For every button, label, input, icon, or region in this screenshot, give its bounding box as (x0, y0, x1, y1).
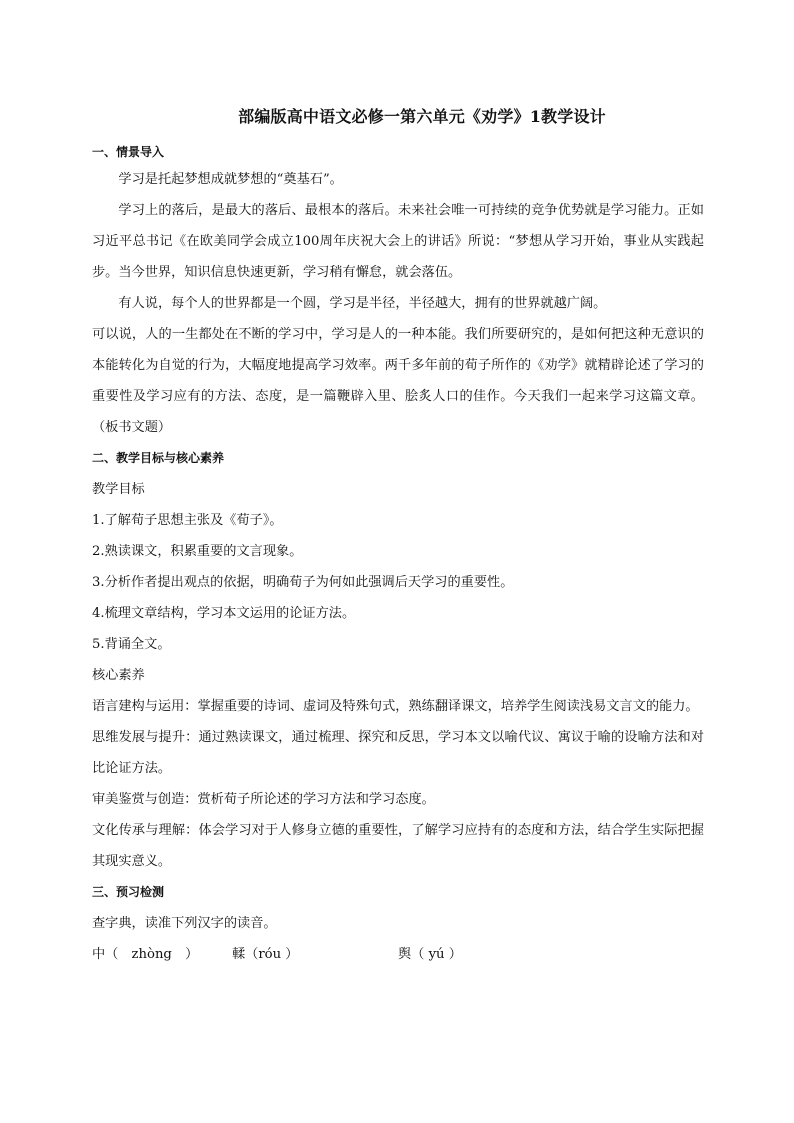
core-item: 思维发展与提升：通过熟读课文，通过梳理、探究和反思，学习本文以喻代议、寓议于喻的设喻方法和对比论证方法。 (92, 730, 704, 776)
goal-item: 4.梳理文章结构，学习本文运用的论证方法。 (92, 606, 356, 621)
core-item: 审美鉴赏与创造：赏析荀子所论述的学习方法和学习态度。 (92, 792, 435, 807)
goal-item: 3.分析作者提出观点的依据，明确荀子为何如此强调后天学习的重要性。 (92, 575, 514, 590)
section-heading-3: 三、预习检测 (92, 885, 165, 899)
pinyin-item: 中（ zhòng ） (92, 947, 199, 962)
instruction: 查字典，读准下列汉字的读音。 (92, 916, 277, 931)
pinyin-item: 舆（ yú ） (398, 947, 462, 962)
pinyin-row (92, 939, 704, 970)
section-heading-2: 二、教学目标与核心素养 (92, 451, 225, 465)
paragraph: 有人说，每个人的世界都是一个圆，学习是半径，半径越大，拥有的世界就越广阔。 (118, 296, 607, 311)
core-label: 核心素养 (92, 668, 145, 683)
document-body (92, 140, 704, 970)
section-heading-1: 一、情景导入 (92, 145, 165, 159)
paragraph: 学习上的落后，是最大的落后、最根本的落后。未来社会唯一可持续的竞争优势就是学习能力。正如习近平总书记《在欧美同学会成立100周年庆祝大会上的讲话》所说：“梦想从学习开始，事业从实践起步。当今世界，知识信息快速更新，学习稍有懈怠，就会落伍。 (92, 203, 704, 280)
paragraph: 学习是托起梦想成就梦想的“奠基石”。 (118, 172, 343, 187)
paragraph: 可以说，人的一生都处在不断的学习中，学习是人的一种本能。我们所要研究的，是如何把这种无意识的本能转化为自觉的行为，大幅度地提高学习效率。两千多年前的荀子所作的《劝学》就精辟论述了学习的重要性及学习应有的方法、态度，是一篇鞭辟入里、脍炙人口的佳作。今天我们一起来学习这篇文章。（板书文题） (92, 327, 704, 435)
goal-item: 5.背诵全文。 (92, 637, 171, 652)
core-item: 文化传承与理解：体会学习对于人修身立德的重要性，了解学习应持有的态度和方法，结合学生实际把握其现实意义。 (92, 823, 704, 869)
document-title: 部编版高中语文必修一第六单元《劝学》1教学设计 (238, 107, 606, 126)
pinyin-item: 輮（róu ） (232, 947, 299, 962)
goals-label: 教学目标 (92, 482, 145, 497)
core-item: 语言建构与运用：掌握重要的诗词、虚词及特殊句式，熟练翻译课文，培养学生阅读浅易文言文的能力。 (92, 699, 699, 714)
goal-item: 2.熟读课文，积累重要的文言现象。 (92, 544, 303, 559)
goal-item: 1.了解荀子思想主张及《荀子》。 (92, 513, 283, 528)
